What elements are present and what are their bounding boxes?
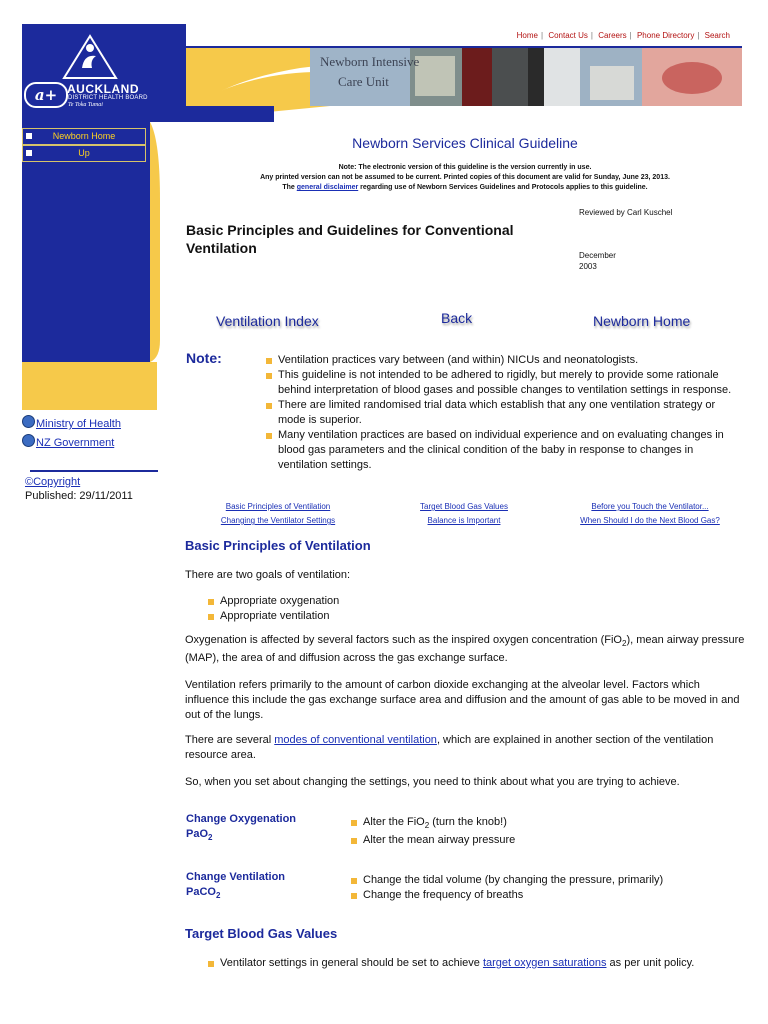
reviewed-by: Reviewed by Carl Kuschel bbox=[579, 208, 673, 217]
list-item: Change the tidal volume (by changing the pressure, primarily) bbox=[350, 873, 740, 888]
sidebar-item-newborn-home[interactable] bbox=[22, 128, 146, 145]
quick-link-before-you-touch[interactable]: Before you Touch the Ventilator... bbox=[591, 502, 709, 511]
sidebar-item-label: Newborn Home bbox=[52, 131, 116, 141]
review-year: 2003 bbox=[579, 262, 597, 271]
nicu-banner bbox=[310, 48, 742, 106]
published-date: Published: 29/11/2011 bbox=[25, 490, 133, 502]
copyright-link bbox=[25, 476, 80, 488]
quick-link-basic-principles[interactable]: Basic Principles of Ventilation bbox=[225, 502, 331, 511]
quick-link-balance[interactable]: Balance is Important bbox=[427, 516, 501, 525]
globe-icon bbox=[22, 434, 35, 447]
quick-link-changing-settings[interactable]: Changing the Ventilator Settings bbox=[220, 516, 336, 525]
change-ventilation-list bbox=[350, 873, 740, 903]
goals-intro: There are two goals of ventilation: bbox=[185, 569, 351, 581]
document-title: Basic Principles and Guidelines for Conventional Ventilation bbox=[186, 222, 514, 256]
quick-link-target-blood-gas[interactable]: Target Blood Gas Values bbox=[420, 502, 508, 511]
back-button[interactable]: Back bbox=[441, 310, 473, 326]
list-item: Ventilator settings in general should be set to achieve target oxygen saturations as per unit policy. bbox=[207, 956, 747, 971]
list-item: Appropriate ventilation bbox=[207, 609, 507, 624]
sidebar-decoration bbox=[22, 362, 157, 410]
ventilation-index-button[interactable]: Ventilation Index bbox=[216, 313, 319, 329]
modes-paragraph: There are several modes of conventional ventilation, which are explained in another section of the ventilation resource area. bbox=[185, 734, 714, 761]
top-link-careers[interactable]: Careers bbox=[598, 31, 627, 40]
note-list bbox=[265, 353, 745, 473]
list-item: Ventilation practices vary between (and within) NICUs and neonatologists. bbox=[265, 353, 745, 368]
notice-line3: The general disclaimer regarding use of Newborn Services Guidelines and Protocols applies to this guideline. bbox=[282, 184, 648, 191]
oxygenation-paragraph: Oxygenation is affected by several factors such as the inspired oxygen concentration (FiO$_2$), mean airway pressure (MAP), the area of and diffusion across the gas exchange surface. bbox=[185, 634, 745, 665]
logo-mark: a+ bbox=[24, 82, 68, 108]
section-title-target-blood-gas: Target Blood Gas Values bbox=[185, 926, 338, 941]
sidebar-divider bbox=[30, 470, 158, 472]
logo-subtitle: DISTRICT HEALTH BOARD bbox=[68, 95, 148, 101]
section-title-basic-principles: Basic Principles of Ventilation bbox=[185, 538, 371, 553]
modes-of-ventilation-link[interactable]: modes of conventional ventilation bbox=[274, 734, 437, 746]
link-nz-government[interactable] bbox=[22, 434, 114, 449]
top-nav: Home | Contact Us | Careers | Phone Directory | Search bbox=[516, 31, 730, 40]
top-link-contact[interactable]: Contact Us bbox=[548, 31, 588, 40]
link-ministry-of-health-text[interactable]: Ministry of Health bbox=[36, 418, 121, 430]
banner-line1: Newborn Intensive bbox=[320, 54, 420, 69]
general-disclaimer-link[interactable]: general disclaimer bbox=[296, 184, 359, 191]
top-link-search[interactable]: Search bbox=[704, 31, 730, 40]
change-oxygenation-list bbox=[350, 815, 740, 848]
link-nz-government-text[interactable]: NZ Government bbox=[36, 437, 115, 449]
top-link-home[interactable]: Home bbox=[516, 31, 538, 40]
link-ministry-of-health[interactable] bbox=[22, 415, 121, 430]
change-oxygenation-heading: Change Oxygenation PaO$_2$ bbox=[186, 813, 297, 843]
list-item: Many ventilation practices are based on individual experience and on evaluating changes in blood gas parameters and the clinical condition of the baby in response to changes in ventilation settings. bbox=[265, 428, 745, 473]
quick-link-next-blood-gas[interactable]: When Should I do the Next Blood Gas? bbox=[580, 516, 720, 525]
newborn-home-button[interactable]: Newborn Home bbox=[593, 313, 691, 329]
list-item: Alter the mean airway pressure bbox=[350, 833, 740, 848]
ventilation-paragraph: Ventilation refers primarily to the amount of carbon dioxide exchanging at the alveolar level. Factors which influence this include the gas exchange surface area and diffusion and the amount of gas able to be moved in and out of the lungs. bbox=[185, 679, 740, 721]
banner-line2: Care Unit bbox=[338, 74, 389, 89]
goals-list bbox=[207, 594, 507, 624]
target-values-list bbox=[207, 956, 747, 971]
review-month: December bbox=[579, 251, 616, 260]
list-item: Appropriate oxygenation bbox=[207, 594, 507, 609]
list-item: Alter the FiO$_2$ (turn the knob!) bbox=[350, 815, 740, 833]
logo-name: AUCKLAND bbox=[67, 82, 139, 96]
sidebar-item-up[interactable] bbox=[22, 145, 146, 162]
note-label: Note: bbox=[186, 350, 222, 366]
notice-line2: Any printed version can not be assumed to be current. Printed copies of this document are valid for Sunday, June 23, 2013. bbox=[260, 174, 670, 181]
top-link-phone-directory[interactable]: Phone Directory bbox=[636, 31, 695, 40]
notice-line1: Note: The electronic version of this guideline is the version currently in use. bbox=[338, 164, 592, 171]
target-oxygen-saturations-link[interactable]: target oxygen saturations bbox=[482, 957, 607, 969]
settings-paragraph: So, when you set about changing the settings, you need to think about what you are trying to achieve. bbox=[185, 776, 680, 788]
list-item: Change the frequency of breaths bbox=[350, 888, 740, 903]
copyright-link-text[interactable]: ©Copyright bbox=[25, 476, 81, 488]
version-notice bbox=[185, 163, 745, 193]
adhb-logo-icon bbox=[62, 34, 118, 80]
list-item: This guideline is not intended to be adhered to rigidly, but merely to provide some rationale behind interpretation of blood gases and possible changes to ventilation settings in response. bbox=[265, 368, 745, 398]
list-item: There are limited randomised trial data which establish that any one ventilation strategy or mode is superior. bbox=[265, 398, 745, 428]
change-ventilation-heading: Change Ventilation PaCO$_2$ bbox=[186, 871, 286, 901]
globe-icon bbox=[22, 415, 35, 428]
sidebar-item-label: Up bbox=[78, 148, 90, 158]
logo-maori-name: Te Toka Tumai bbox=[68, 102, 103, 108]
banner-title bbox=[320, 52, 419, 92]
page-title: Newborn Services Clinical Guideline bbox=[352, 135, 578, 151]
